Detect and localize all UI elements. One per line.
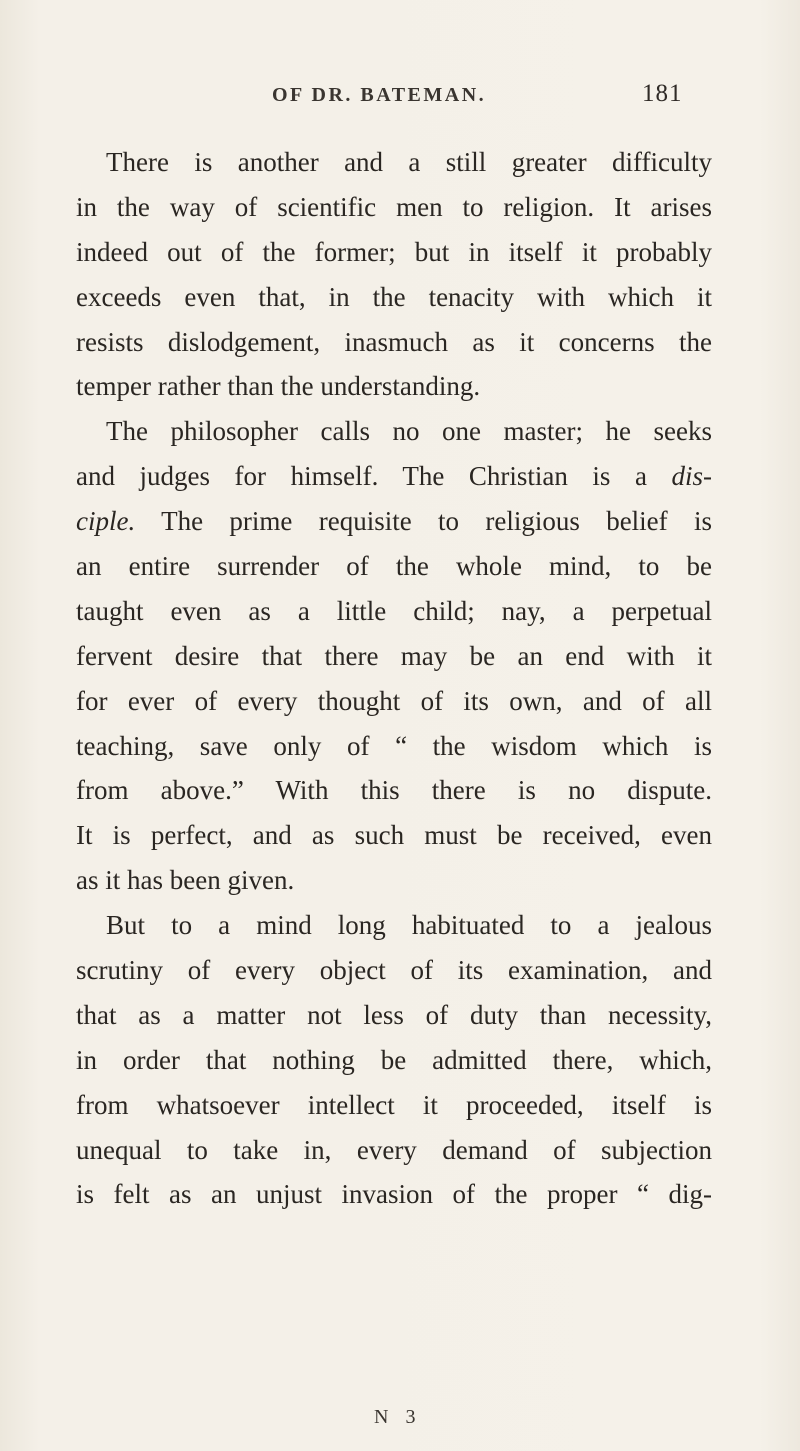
italic-fragment: ciple. [76,506,136,537]
text-line: teaching, save only of “ the wisdom which is [76,730,712,761]
text-line: exceeds even that, in the tenacity with which it [76,281,712,312]
text-line: temper rather than the understanding. [76,371,481,402]
text-line-with-italic [76,499,712,544]
text-line: is felt as an unjust invasion of the proper “ dig- [76,1179,712,1210]
text-line-with-italic [76,454,712,499]
text-line: But to a mind long habituated to a jealous [106,910,712,941]
text-line: in order that nothing be admitted there, which, [76,1044,712,1075]
signature-mark: N 3 [374,1406,422,1428]
text-fragment: and judges for himself. The Christian is a [76,461,647,492]
text-line: unequal to take in, every demand of subjection [76,1134,712,1165]
text-line: scrutiny of every object of its examination, and [76,955,712,986]
text-line: It is perfect, and as such must be received, even [76,820,712,851]
page-number: 181 [642,80,683,107]
italic-fragment: dis- [671,461,712,492]
body-text [76,140,712,1217]
text-line: resists dislodgement, inasmuch as it concerns the [76,326,712,357]
text-line: in the way of scientific men to religion. It arises [76,191,712,222]
running-title: OF DR. BATEMAN. [272,84,487,106]
text-fragment: The prime requisite to religious belief is [161,506,713,537]
text-line: from whatsoever intellect it proceeded, itself is [76,1089,712,1120]
text-line: for ever of every thought of its own, and of all [76,685,712,716]
text-line: from above.” With this there is no dispute. [76,775,712,806]
running-head [0,80,800,124]
text-line: that as a matter not less of duty than necessity, [76,999,712,1030]
text-line: The philosopher calls no one master; he seeks [106,416,712,447]
text-line: There is another and a still greater difficulty [106,147,712,177]
text-line: as it has been given. [76,865,295,896]
text-line: fervent desire that there may be an end with it [76,640,712,671]
text-line: taught even as a little child; nay, a perpetual [76,595,712,626]
text-line: indeed out of the former; but in itself it probably [76,236,712,267]
text-line: an entire surrender of the whole mind, to be [76,551,712,582]
